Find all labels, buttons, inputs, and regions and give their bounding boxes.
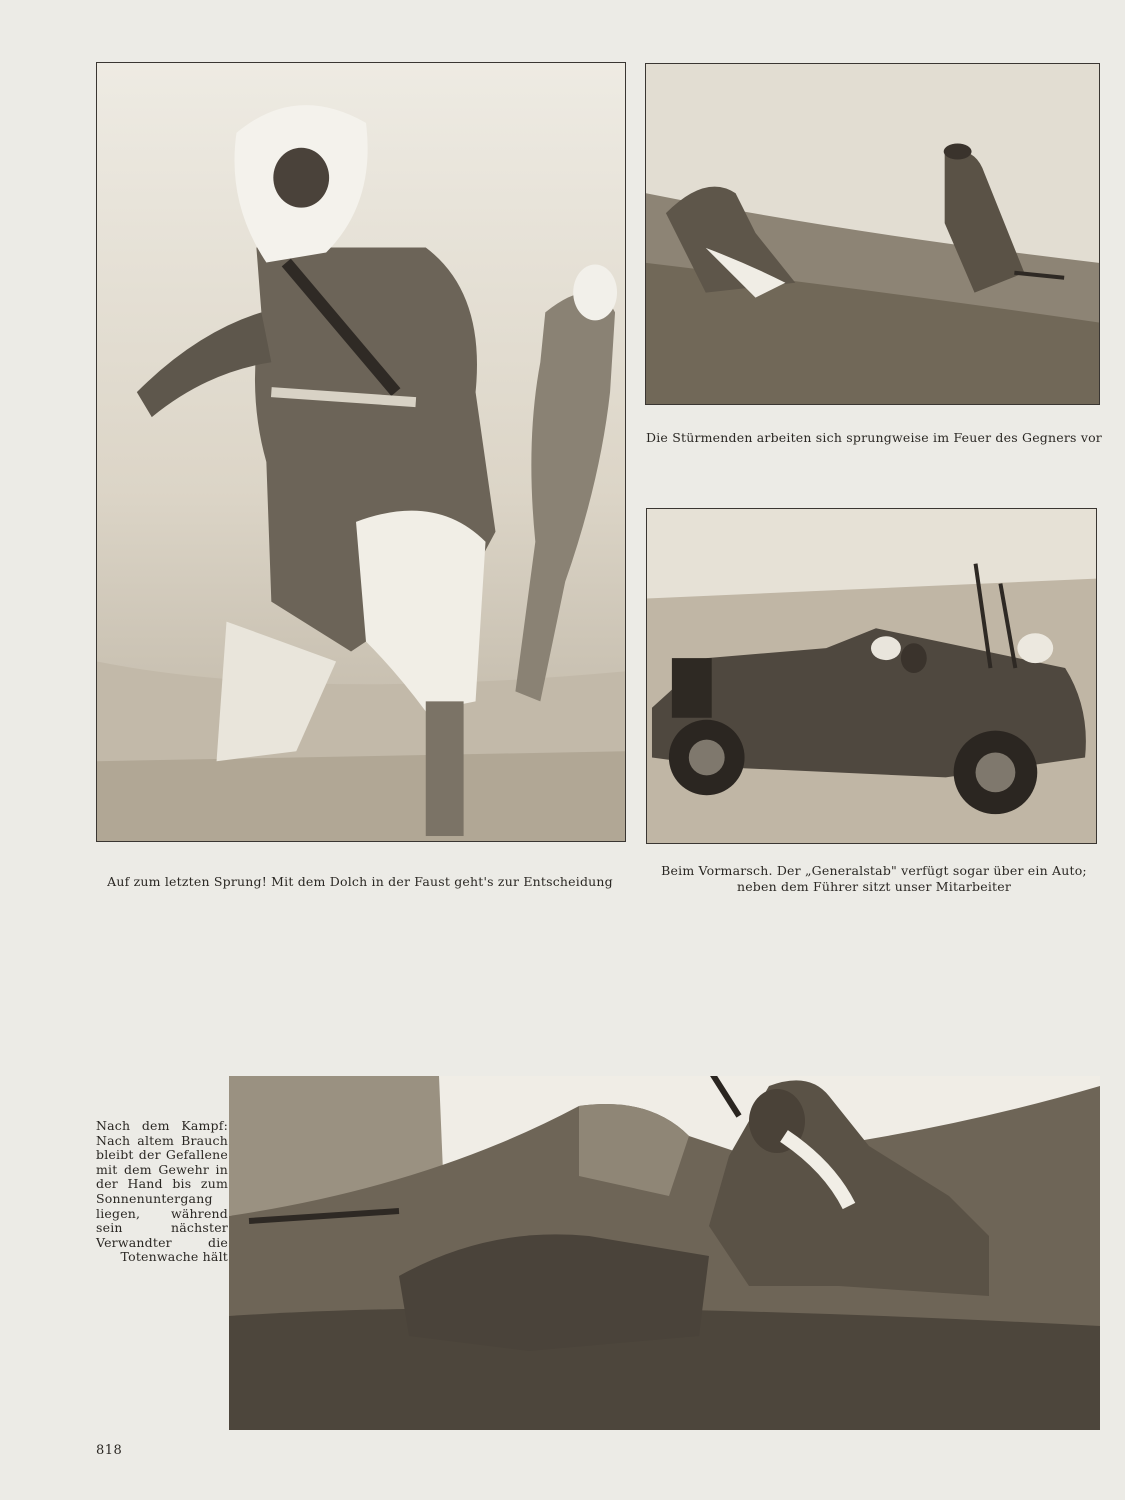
caption-leaping-fighter: Auf zum letzten Sprung! Mit dem Dolch in der Faust geht's zur Entscheidung <box>107 874 613 889</box>
page-number: 818 <box>96 1443 123 1458</box>
caption-after-battle: Nach dem Kampf: Nach altem Brauch bleibt der Gefallene mit dem Gewehr in der Hand bis zum Sonnenuntergang liegen, während sein nächster Verwandter die Totenwache hält <box>96 1118 228 1265</box>
photo-leaping-fighter <box>96 62 626 842</box>
photo-storming <box>645 63 1100 405</box>
photo-after-battle <box>229 1076 1100 1430</box>
caption-storming: Die Stürmenden arbeiten sich sprungweise im Feuer des Gegners vor <box>646 430 1102 445</box>
photo-leaping-fighter-image <box>97 63 625 841</box>
photo-car-image <box>647 509 1096 843</box>
photo-storming-image <box>646 64 1099 404</box>
caption-car <box>644 863 1104 895</box>
caption-car-line2: neben dem Führer sitzt unser Mitarbeiter <box>736 879 1012 894</box>
caption-car-line1: Beim Vormarsch. Der „Generalstab" verfügt sogar über ein Auto; <box>661 863 1087 878</box>
photo-car <box>646 508 1097 844</box>
photo-after-battle-image <box>229 1076 1100 1430</box>
